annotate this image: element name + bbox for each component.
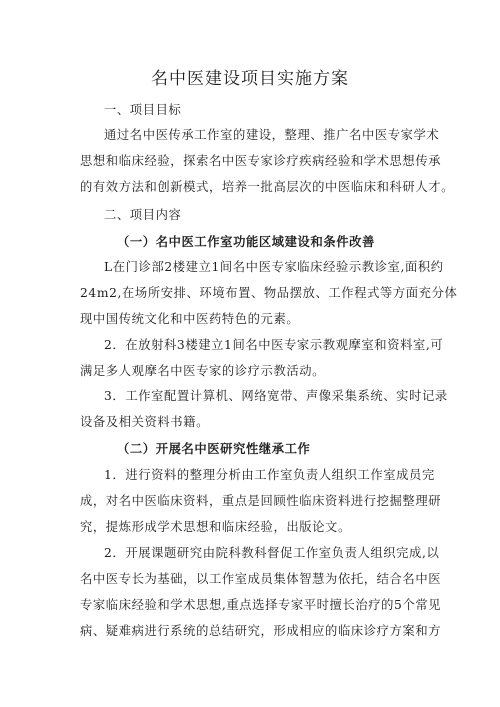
section-heading-content: 二、项目内容 — [104, 208, 182, 222]
section-heading-goals: 一、项目目标 — [104, 103, 182, 117]
paragraph-line: 通过名中医传承工作室的建设，整理、推广名中医专家学术 — [104, 128, 440, 142]
paragraph-line: 设备及相关资料书籍。 — [80, 415, 209, 429]
paragraph-line: 现中国传统文化和中医药特色的元素。 — [80, 312, 300, 326]
paragraph-line: 2．开展课题研究由院科教科督促工作室负责人组织完成,以 — [104, 546, 440, 560]
paragraph-line: 2．在放射科3楼建立1间名中医专家示教观摩室和资料室,可 — [104, 338, 444, 352]
paragraph-line: 24m2,在场所安排、环境布置、物品摆放、工作程式等方面充分体 — [80, 286, 458, 300]
paragraph-line: 3．工作室配置计算机、网络宽带、声像采集系统、实时记录 — [104, 389, 448, 403]
subsection-heading-1: （一）名中医工作室功能区域建设和条件改善 — [117, 234, 375, 249]
paragraph-line: 病、疑难病进行系统的总结研究，形成相应的临床诊疗方案和方 — [80, 624, 442, 638]
paragraph-line: L在门诊部2楼建立1间名中医专家临床经验示教诊室,面积约 — [104, 260, 444, 274]
paragraph-line: 思想和临床经验，探索名中医专家诊疗疾病经验和学术思想传承 — [80, 154, 442, 168]
paragraph-line: 究，提炼形成学术思想和临床经验，出版论文。 — [80, 520, 351, 534]
paragraph-line: 成，对名中医临床资料，重点是回顾性临床资料进行挖掘整理研 — [80, 494, 442, 508]
paragraph-line: 的有效方法和创新模式，培养一批高层次的中医临床和科研人才。 — [80, 180, 455, 194]
paragraph-line: 专家临床经验和学术思想,重点选择专家平时擅长治疗的5个常见 — [80, 598, 442, 612]
paragraph-line: 1．进行资料的整理分析由工作室负责人组织工作室成员完 — [104, 468, 435, 482]
subsection-heading-2: （二）开展名中医研究性继承工作 — [117, 441, 311, 456]
paragraph-line: 名中医专长为基础，以工作室成员集体智慧为依托，结合名中医 — [80, 572, 442, 586]
paragraph-line: 满足多人观摩名中医专家的诊疗示教活动。 — [80, 364, 326, 378]
document-title: 名中医建设项目实施方案 — [151, 69, 349, 89]
